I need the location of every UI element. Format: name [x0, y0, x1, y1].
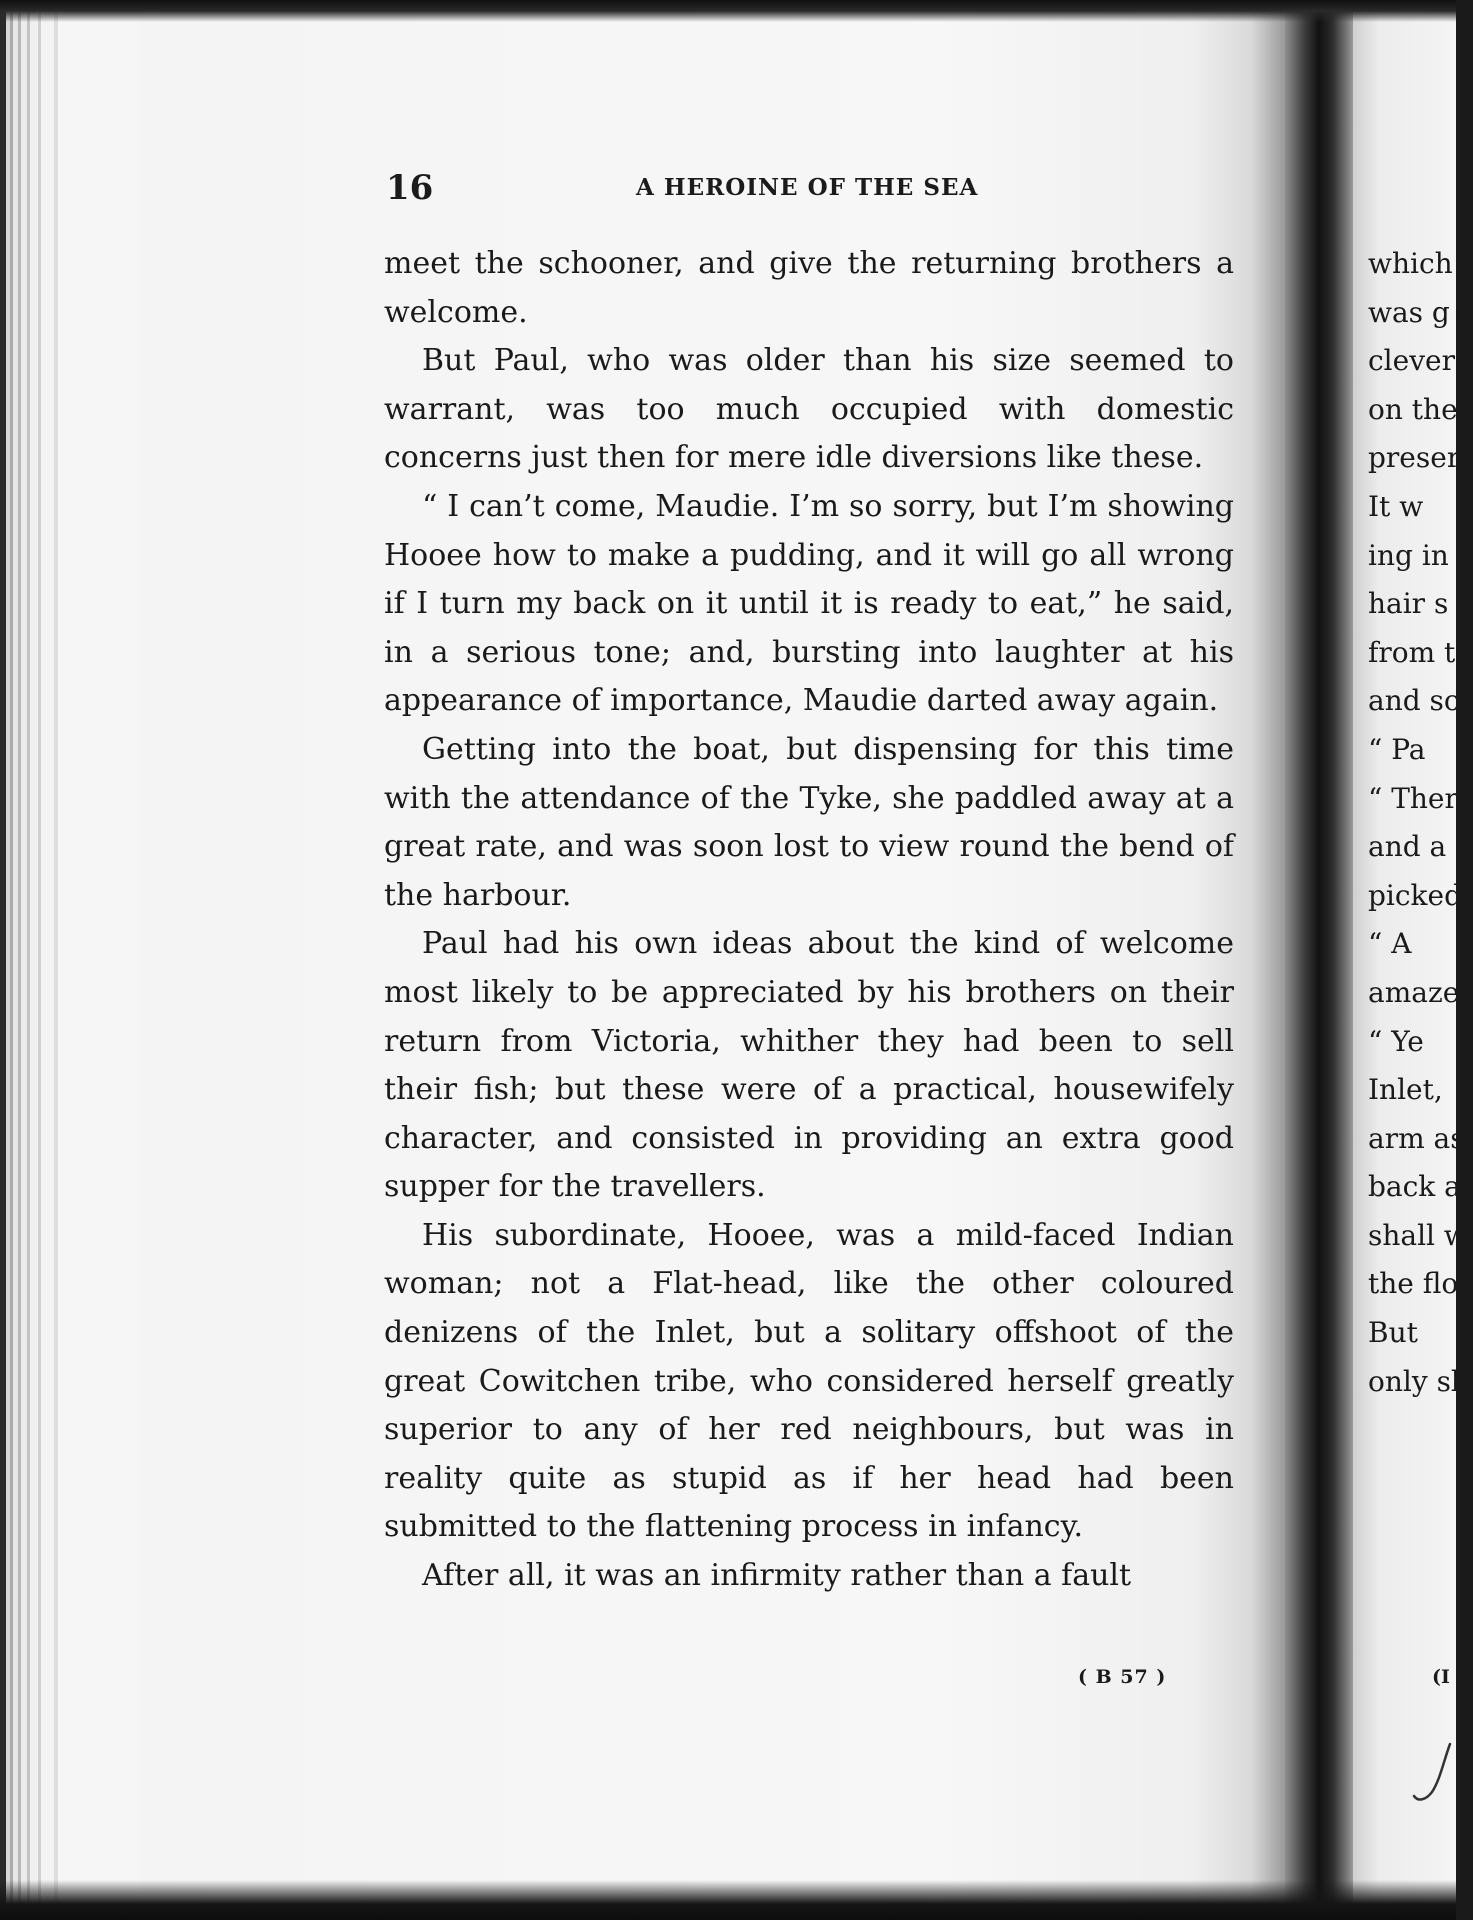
facing-page-line: from t	[1368, 635, 1456, 669]
paragraph: meet the schooner, and give the returning brothers a welcome.	[384, 246, 1234, 330]
facing-page-signature: (I	[1432, 1666, 1450, 1688]
signature-mark: ( B 57 )	[1078, 1666, 1167, 1688]
body-text	[384, 240, 1234, 1601]
page-edges	[0, 0, 140, 1920]
page-number: 16	[386, 168, 434, 208]
facing-page-line: arm as	[1368, 1121, 1465, 1155]
facing-page-line: picked	[1368, 878, 1463, 912]
top-shadow	[0, 0, 1456, 22]
facing-page-line: Inlet,	[1368, 1073, 1443, 1107]
book-gutter	[1285, 0, 1353, 1920]
facing-page-text	[1368, 240, 1473, 1406]
facing-page-line: But	[1368, 1316, 1418, 1350]
paragraph: “ I can’t come, Maudie. I’m so sorry, but I’m showing Hooee how to make a pudding, and it will go all wrong if I turn my back on it until it is ready to eat,” he said, in a serious tone; and, bursting into laughter at his appearance of importance, Maudie darted away again.	[384, 488, 1234, 719]
paragraph: Paul had his own ideas about the kind of welcome most likely to be appreciated by his brothers on their return from Victoria, whither they had been to sell their fish; but these were of a practical, housewifely character, and consisted in providing an extra good supper for the travellers.	[384, 926, 1234, 1205]
facing-page-line: shall w	[1368, 1218, 1468, 1252]
facing-page-line: which	[1368, 247, 1453, 280]
facing-page-line: was g	[1368, 295, 1450, 329]
facing-page-line: amazer	[1368, 975, 1473, 1009]
facing-page-line: preser	[1368, 441, 1461, 475]
facing-page-line: “ Pa	[1368, 732, 1426, 766]
paragraph: After all, it was an infirmity rather than a fault	[422, 1558, 1132, 1594]
facing-page-line: “ Ther	[1368, 781, 1458, 815]
facing-page-line: and a	[1368, 830, 1447, 864]
facing-page-line: “ A	[1368, 927, 1412, 961]
facing-page-line: and so	[1368, 684, 1461, 718]
facing-page-line: hair s	[1368, 587, 1449, 621]
paragraph: Getting into the boat, but dispensing for this time with the attendance of the Tyke, she paddled away at a great rate, and was soon lost to view round the bend of the harbour.	[384, 731, 1234, 913]
bottom-shadow	[0, 1880, 1456, 1920]
running-header	[386, 168, 1236, 208]
facing-page-line: back a	[1368, 1170, 1461, 1204]
paragraph: But Paul, who was older than his size seemed to warrant, was too much occupied with domestic concerns just then for mere idle diversions like these.	[384, 343, 1234, 476]
facing-page-line: ing in	[1368, 538, 1449, 572]
facing-page-line: clever	[1368, 344, 1455, 378]
facing-page-line: only sl	[1368, 1364, 1460, 1398]
pencil-mark-icon	[1410, 1740, 1456, 1810]
facing-page-line: the flo	[1368, 1267, 1459, 1301]
facing-page-line: on the	[1368, 392, 1458, 426]
running-title: A HEROINE OF THE SEA	[636, 174, 979, 201]
facing-page-line: “ Ye	[1368, 1024, 1424, 1058]
facing-page-line: It w	[1368, 489, 1424, 523]
paragraph: His subordinate, Hooee, was a mild-faced Indian woman; not a Flat-head, like the other coloured denizens of the Inlet, but a solitary offshoot of the great Cowitchen tribe, who considered herself greatly superior to any of her red neighbours, but was in reality quite as stupid as if her head had been submitted to the flattening process in infancy.	[384, 1217, 1234, 1545]
